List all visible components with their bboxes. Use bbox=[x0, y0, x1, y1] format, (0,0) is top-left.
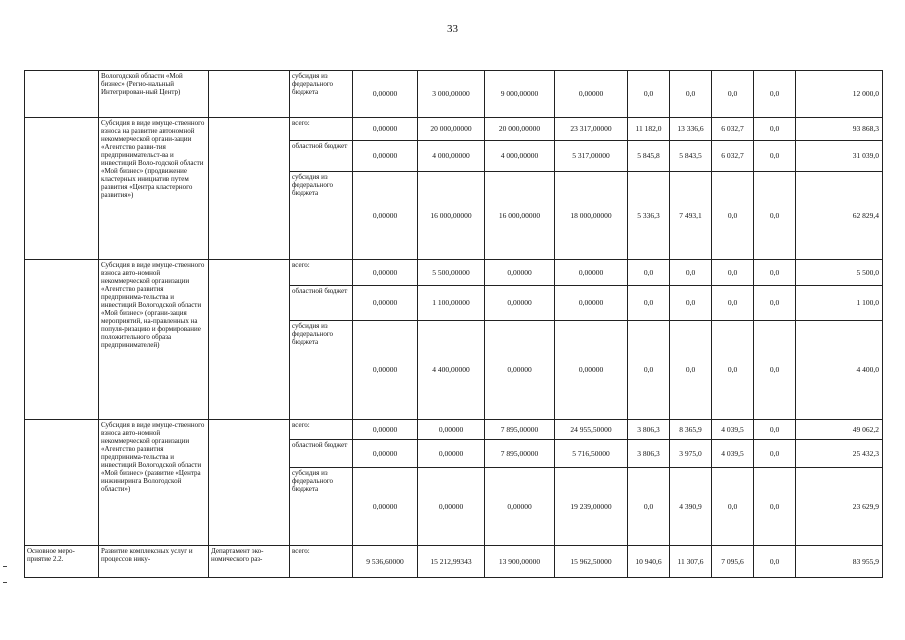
amount-cell: 0,0 bbox=[628, 260, 670, 286]
amount-cell: 0,00000 bbox=[353, 440, 418, 468]
amount-cell: 9 536,60000 bbox=[353, 546, 418, 578]
funding-source-cell: субсидия из федерального бюджета bbox=[290, 172, 353, 260]
funding-source-cell: субсидия из федерального бюджета bbox=[290, 468, 353, 546]
amount-cell: 5 843,5 bbox=[670, 141, 712, 172]
measure-code-cell bbox=[25, 118, 99, 260]
measure-code-cell: Основное меро-приятие 2.2. bbox=[25, 546, 99, 578]
amount-cell: 4 000,00000 bbox=[485, 141, 555, 172]
funding-source-cell: областной бюджет bbox=[290, 141, 353, 172]
amount-cell: 49 062,2 bbox=[796, 420, 883, 440]
amount-cell: 23 317,00000 bbox=[555, 118, 628, 141]
amount-cell: 13 336,6 bbox=[670, 118, 712, 141]
funding-source-cell: всего: bbox=[290, 118, 353, 141]
amount-cell: 83 955,9 bbox=[796, 546, 883, 578]
amount-cell: 6 032,7 bbox=[712, 118, 754, 141]
amount-cell: 0,0 bbox=[712, 260, 754, 286]
amount-cell: 0,0 bbox=[754, 71, 796, 118]
amount-cell: 0,00000 bbox=[418, 440, 485, 468]
table-row bbox=[25, 420, 883, 440]
amount-cell: 0,0 bbox=[712, 286, 754, 321]
amount-cell: 0,00000 bbox=[353, 118, 418, 141]
amount-cell: 5 500,0 bbox=[796, 260, 883, 286]
amount-cell: 0,0 bbox=[628, 71, 670, 118]
table-row bbox=[25, 71, 883, 118]
amount-cell: 5 317,00000 bbox=[555, 141, 628, 172]
amount-cell: 3 806,3 bbox=[628, 440, 670, 468]
amount-cell: 3 975,0 bbox=[670, 440, 712, 468]
table-row bbox=[25, 260, 883, 286]
table-row bbox=[25, 118, 883, 141]
amount-cell: 0,00000 bbox=[353, 321, 418, 420]
amount-cell: 10 940,6 bbox=[628, 546, 670, 578]
amount-cell: 0,00000 bbox=[555, 321, 628, 420]
amount-cell: 0,00000 bbox=[353, 71, 418, 118]
amount-cell: 0,00000 bbox=[555, 71, 628, 118]
amount-cell: 0,00000 bbox=[353, 468, 418, 546]
amount-cell: 16 000,00000 bbox=[485, 172, 555, 260]
amount-cell: 24 955,50000 bbox=[555, 420, 628, 440]
funding-source-cell: субсидия из федерального бюджета bbox=[290, 321, 353, 420]
amount-cell: 0,00000 bbox=[555, 260, 628, 286]
amount-cell: 15 212,99343 bbox=[418, 546, 485, 578]
amount-cell: 7 895,00000 bbox=[485, 440, 555, 468]
amount-cell: 0,0 bbox=[754, 141, 796, 172]
amount-cell: 15 962,50000 bbox=[555, 546, 628, 578]
amount-cell: 0,0 bbox=[628, 286, 670, 321]
amount-cell: 0,00000 bbox=[353, 172, 418, 260]
amount-cell: 93 868,3 bbox=[796, 118, 883, 141]
amount-cell: 0,00000 bbox=[485, 321, 555, 420]
executor-cell bbox=[209, 260, 290, 420]
measure-code-cell bbox=[25, 420, 99, 546]
funding-source-cell: субсидия из федерального бюджета bbox=[290, 71, 353, 118]
page-number: 33 bbox=[447, 23, 458, 35]
amount-cell: 20 000,00000 bbox=[485, 118, 555, 141]
amount-cell: 11 307,6 bbox=[670, 546, 712, 578]
margin-mark bbox=[3, 566, 7, 567]
amount-cell: 20 000,00000 bbox=[418, 118, 485, 141]
amount-cell: 13 900,00000 bbox=[485, 546, 555, 578]
measure-name-cell: Субсидия в виде имуще-ственного взноса авто-номной некоммерческой организации «Агентство развития предпринима-тельства и инвестиций Вологодской области «Мой бизнес» (органи-зация мероприятий, на-правленных на популя-ризацию и формирование положительного образа предпринимателей) bbox=[99, 260, 209, 420]
amount-cell: 4 400,00000 bbox=[418, 321, 485, 420]
measure-code-cell bbox=[25, 260, 99, 420]
margin-mark bbox=[3, 582, 7, 583]
amount-cell: 16 000,00000 bbox=[418, 172, 485, 260]
amount-cell: 3 000,00000 bbox=[418, 71, 485, 118]
amount-cell: 0,0 bbox=[754, 286, 796, 321]
amount-cell: 12 000,0 bbox=[796, 71, 883, 118]
amount-cell: 0,0 bbox=[712, 321, 754, 420]
amount-cell: 11 182,0 bbox=[628, 118, 670, 141]
funding-source-cell: всего: bbox=[290, 260, 353, 286]
funding-source-cell: областной бюджет bbox=[290, 286, 353, 321]
amount-cell: 0,00000 bbox=[353, 141, 418, 172]
amount-cell: 7 493,1 bbox=[670, 172, 712, 260]
table-row bbox=[25, 546, 883, 578]
amount-cell: 0,00000 bbox=[418, 468, 485, 546]
amount-cell: 0,0 bbox=[754, 546, 796, 578]
amount-cell: 5 716,50000 bbox=[555, 440, 628, 468]
executor-cell: Департамент эко-номического раз- bbox=[209, 546, 290, 578]
amount-cell: 0,00000 bbox=[555, 286, 628, 321]
amount-cell: 0,00000 bbox=[353, 286, 418, 321]
amount-cell: 0,00000 bbox=[485, 260, 555, 286]
amount-cell: 1 100,0 bbox=[796, 286, 883, 321]
amount-cell: 0,0 bbox=[670, 286, 712, 321]
amount-cell: 6 032,7 bbox=[712, 141, 754, 172]
amount-cell: 0,00000 bbox=[485, 286, 555, 321]
amount-cell: 31 039,0 bbox=[796, 141, 883, 172]
amount-cell: 0,0 bbox=[754, 468, 796, 546]
amount-cell: 4 039,5 bbox=[712, 440, 754, 468]
amount-cell: 23 629,9 bbox=[796, 468, 883, 546]
amount-cell: 18 000,00000 bbox=[555, 172, 628, 260]
amount-cell: 0,0 bbox=[712, 71, 754, 118]
amount-cell: 19 239,00000 bbox=[555, 468, 628, 546]
amount-cell: 0,0 bbox=[754, 420, 796, 440]
amount-cell: 0,0 bbox=[628, 321, 670, 420]
measure-name-cell: Вологодской области «Мой бизнес» (Регио-нальный Интегрирован-ный Центр) bbox=[99, 71, 209, 118]
measure-name-cell: Субсидия в виде имуще-ственного взноса на развитие автономной некоммерческой органи-зации «Агентство разви-тия предпринимательст-ва и инвестиций Воло-годской области «Мой бизнес» (продвижение кластерных инициатив путем развития «Центра кластерного развития») bbox=[99, 118, 209, 260]
amount-cell: 0,0 bbox=[670, 71, 712, 118]
amount-cell: 8 365,9 bbox=[670, 420, 712, 440]
amount-cell: 4 000,00000 bbox=[418, 141, 485, 172]
executor-cell bbox=[209, 420, 290, 546]
amount-cell: 0,0 bbox=[712, 172, 754, 260]
amount-cell: 5 500,00000 bbox=[418, 260, 485, 286]
amount-cell: 0,0 bbox=[628, 468, 670, 546]
amount-cell: 4 400,0 bbox=[796, 321, 883, 420]
amount-cell: 7 895,00000 bbox=[485, 420, 555, 440]
measure-code-cell bbox=[25, 71, 99, 118]
amount-cell: 62 829,4 bbox=[796, 172, 883, 260]
table-body bbox=[25, 71, 883, 578]
budget-table bbox=[24, 70, 883, 578]
measure-name-cell: Развитие комплексных услуг и процессов нику- bbox=[99, 546, 209, 578]
amount-cell: 0,0 bbox=[754, 118, 796, 141]
amount-cell: 25 432,3 bbox=[796, 440, 883, 468]
amount-cell: 0,00000 bbox=[485, 468, 555, 546]
amount-cell: 3 806,3 bbox=[628, 420, 670, 440]
measure-name-cell: Субсидия в виде имуще-ственного взноса авто-номной некоммерческой организации «Агентство развития предпринима-тельства и инвестиций Вологодской области «Мой бизнес» (развитие «Центра инжиниринга Вологодской области») bbox=[99, 420, 209, 546]
amount-cell: 0,00000 bbox=[418, 420, 485, 440]
amount-cell: 5 845,8 bbox=[628, 141, 670, 172]
amount-cell: 0,0 bbox=[754, 260, 796, 286]
amount-cell: 0,0 bbox=[754, 172, 796, 260]
executor-cell bbox=[209, 118, 290, 260]
amount-cell: 5 336,3 bbox=[628, 172, 670, 260]
executor-cell bbox=[209, 71, 290, 118]
amount-cell: 4 390,9 bbox=[670, 468, 712, 546]
amount-cell: 0,0 bbox=[754, 321, 796, 420]
amount-cell: 4 039,5 bbox=[712, 420, 754, 440]
amount-cell: 0,00000 bbox=[353, 260, 418, 286]
amount-cell: 0,0 bbox=[670, 321, 712, 420]
funding-source-cell: всего: bbox=[290, 420, 353, 440]
amount-cell: 1 100,00000 bbox=[418, 286, 485, 321]
amount-cell: 0,0 bbox=[670, 260, 712, 286]
amount-cell: 7 095,6 bbox=[712, 546, 754, 578]
amount-cell: 0,0 bbox=[712, 468, 754, 546]
funding-source-cell: всего: bbox=[290, 546, 353, 578]
amount-cell: 0,00000 bbox=[353, 420, 418, 440]
amount-cell: 9 000,00000 bbox=[485, 71, 555, 118]
amount-cell: 0,0 bbox=[754, 440, 796, 468]
funding-source-cell: областной бюджет bbox=[290, 440, 353, 468]
